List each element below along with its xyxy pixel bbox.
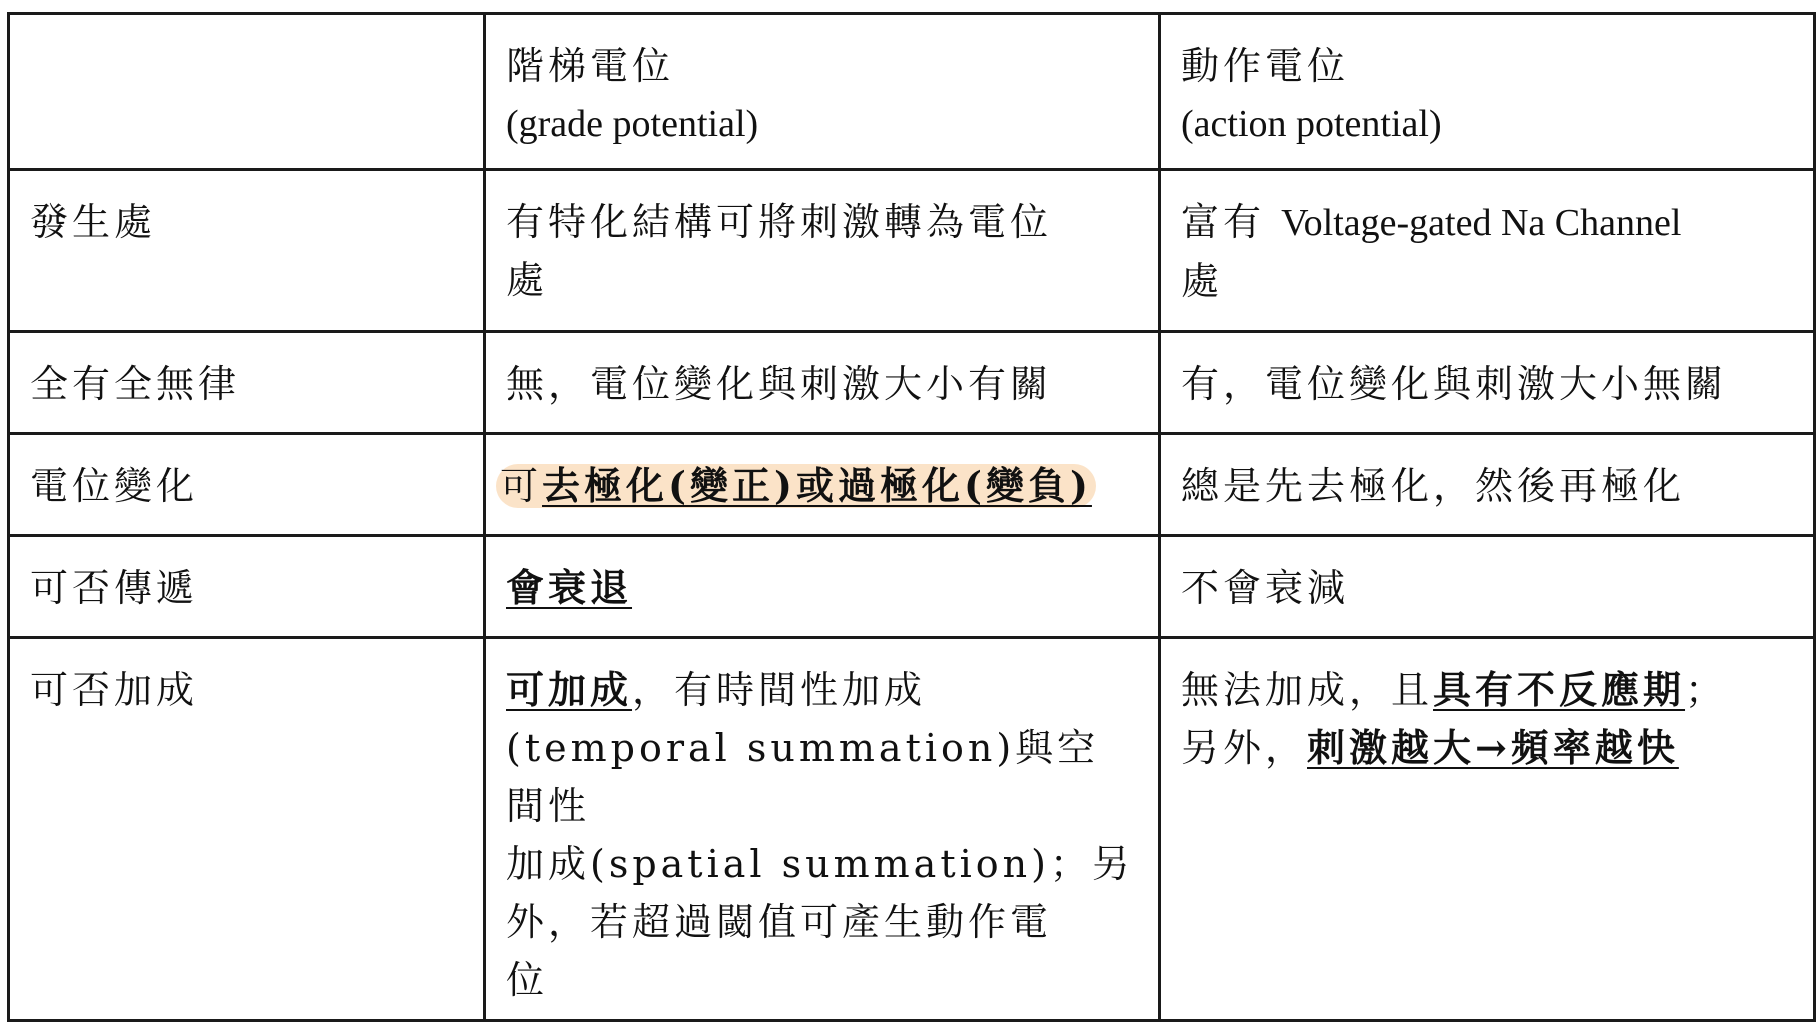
cell-grade-propagation-emph: 會衰退 <box>506 565 633 610</box>
comparison-table-container <box>7 12 1813 1002</box>
row-label-location: 發生處 <box>9 170 485 332</box>
cell-action-summation-plain2: ； <box>1685 668 1728 712</box>
cell-grade-propagation <box>485 536 1160 638</box>
comparison-table <box>7 12 1816 1022</box>
header-cell-grade-potential <box>485 14 1160 170</box>
cell-grade-potential-change-emph: 去極化(變正)或過極化(變負) <box>542 463 1092 508</box>
header-row <box>9 14 1815 170</box>
cell-grade-location-line2: 處 <box>506 258 549 302</box>
header-grade-en: (grade potential) <box>506 103 759 145</box>
table-row-propagation <box>9 536 1815 638</box>
cell-action-all-or-none: 有，電位變化與刺激大小無關 <box>1160 332 1815 434</box>
cell-grade-summation-emph: 可加成 <box>506 667 633 712</box>
cell-grade-summation-line2: (temporal summation)與空間性 <box>506 726 1100 828</box>
row-label-propagation: 可否傳遞 <box>9 536 485 638</box>
cell-action-location-en: Voltage-gated Na Channel <box>1281 202 1682 244</box>
header-cell-action-potential <box>1160 14 1815 170</box>
cell-grade-all-or-none: 無，電位變化與刺激大小有關 <box>485 332 1160 434</box>
row-label-all-or-none: 全有全無律 <box>9 332 485 434</box>
highlight-mark <box>496 464 1096 508</box>
cell-action-summation-plain3: 另外， <box>1181 726 1308 770</box>
cell-action-summation-emph1: 具有不反應期 <box>1433 667 1686 712</box>
cell-action-location-line1 <box>1181 193 1795 252</box>
header-cell-empty <box>9 14 485 170</box>
cell-action-location-zh: 富有 <box>1181 200 1266 244</box>
header-grade-zh: 階梯電位 <box>506 44 675 88</box>
cell-grade-summation <box>485 638 1160 1021</box>
cell-action-summation <box>1160 638 1815 1021</box>
table-row-potential-change <box>9 434 1815 536</box>
cell-action-potential-change: 總是先去極化，然後再極化 <box>1160 434 1815 536</box>
header-action-en: (action potential) <box>1181 103 1442 145</box>
cell-action-summation-emph2: 刺激越大→頻率越快 <box>1307 725 1679 770</box>
cell-action-summation-line1 <box>1181 661 1795 719</box>
cell-action-summation-line2 <box>1181 719 1795 777</box>
table-row-location <box>9 170 1815 332</box>
cell-action-propagation: 不會衰減 <box>1160 536 1815 638</box>
cell-grade-potential-change <box>485 434 1160 536</box>
cell-grade-summation-line5: 位 <box>506 958 549 1002</box>
cell-grade-potential-change-plain: 可 <box>500 464 543 508</box>
row-label-summation: 可否加成 <box>9 638 485 1021</box>
cell-grade-summation-rest1: ，有時間性加成 <box>632 668 927 712</box>
header-action-zh: 動作電位 <box>1181 44 1350 88</box>
cell-action-location-line2: 處 <box>1181 259 1224 303</box>
cell-grade-summation-line4: 外，若超過閾值可產生動作電 <box>506 900 1053 944</box>
cell-grade-summation-line1 <box>506 661 1140 719</box>
cell-grade-summation-line3: 加成(spatial summation)；另 <box>506 842 1134 886</box>
cell-action-summation-plain1: 無法加成，且 <box>1181 668 1434 712</box>
table-row-all-or-none <box>9 332 1815 434</box>
row-label-potential-change: 電位變化 <box>9 434 485 536</box>
table-row-summation <box>9 638 1815 1021</box>
cell-grade-location <box>485 170 1160 332</box>
cell-action-location <box>1160 170 1815 332</box>
cell-grade-location-line1: 有特化結構可將刺激轉為電位 <box>506 200 1053 244</box>
